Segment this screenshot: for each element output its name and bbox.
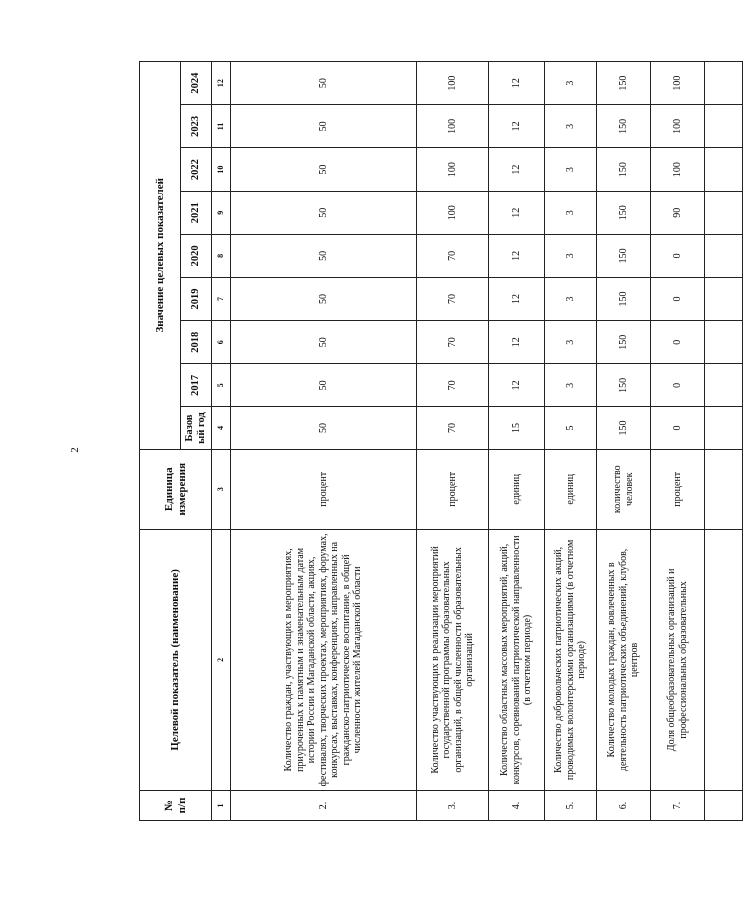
page-number: 2 bbox=[69, 447, 81, 453]
column-number: 8 bbox=[212, 234, 231, 277]
column-number: 10 bbox=[212, 148, 231, 191]
year-value: 3 bbox=[545, 277, 597, 320]
year-value: 12 bbox=[489, 364, 545, 407]
base-year-value: 50 bbox=[231, 407, 417, 449]
year-value: 150 bbox=[597, 321, 651, 364]
row-number: 2. bbox=[231, 790, 417, 820]
header-year: 2023 bbox=[181, 105, 212, 148]
year-value: 150 bbox=[597, 62, 651, 105]
indicator-name: Количество областных массовых мероприятий, акций, конкурсов, соревнований патриотической направленности (в отчетном периоде) bbox=[489, 529, 545, 790]
year-value: 12 bbox=[489, 234, 545, 277]
unit-cell: единиц bbox=[489, 449, 545, 529]
column-number: 3 bbox=[212, 449, 231, 529]
year-value: 12 bbox=[489, 277, 545, 320]
year-value: 12 bbox=[489, 105, 545, 148]
table-row bbox=[597, 62, 651, 821]
year-value bbox=[705, 277, 743, 320]
unit-cell bbox=[705, 449, 743, 529]
year-value: 100 bbox=[417, 191, 489, 234]
year-value: 150 bbox=[597, 234, 651, 277]
year-value bbox=[705, 364, 743, 407]
header-year: 2020 bbox=[181, 234, 212, 277]
year-value: 50 bbox=[231, 148, 417, 191]
year-value: 70 bbox=[417, 277, 489, 320]
year-value bbox=[705, 105, 743, 148]
year-value: 150 bbox=[597, 105, 651, 148]
year-value: 150 bbox=[597, 364, 651, 407]
header-indicator: Целевой показатель (наименование) bbox=[140, 529, 212, 790]
year-value: 3 bbox=[545, 191, 597, 234]
year-value: 50 bbox=[231, 105, 417, 148]
year-value: 50 bbox=[231, 321, 417, 364]
year-value: 12 bbox=[489, 321, 545, 364]
year-value: 70 bbox=[417, 321, 489, 364]
year-value: 150 bbox=[597, 148, 651, 191]
header-year: 2021 bbox=[181, 191, 212, 234]
column-number: 7 bbox=[212, 277, 231, 320]
indicator-name: Количество молодых граждан, вовлеченных в деятельность патриотических объединений, клубов, центров bbox=[597, 529, 651, 790]
year-value: 70 bbox=[417, 364, 489, 407]
indicator-name: Количество добровольческих патриотических акций, проводимых волонтерскими организациями (в отчетном периоде) bbox=[545, 529, 597, 790]
header-year: 2022 bbox=[181, 148, 212, 191]
base-year-value: 15 bbox=[489, 407, 545, 449]
year-value: 100 bbox=[417, 62, 489, 105]
header-unit: Единица измерения bbox=[140, 449, 212, 529]
indicator-name: Доля общеобразовательных организаций и профессиональных образовательных bbox=[651, 529, 705, 790]
unit-cell: процент bbox=[417, 449, 489, 529]
unit-cell: процент bbox=[231, 449, 417, 529]
year-value bbox=[705, 62, 743, 105]
indicator-name bbox=[705, 529, 743, 790]
table-row bbox=[417, 62, 489, 821]
year-value: 100 bbox=[417, 148, 489, 191]
year-value: 3 bbox=[545, 234, 597, 277]
year-value: 150 bbox=[597, 191, 651, 234]
row-number: 5. bbox=[545, 790, 597, 820]
column-number: 12 bbox=[212, 62, 231, 105]
header-target-values: Значение целевых показателей bbox=[140, 62, 181, 450]
base-year-value: 0 bbox=[651, 407, 705, 449]
header-year: 2019 bbox=[181, 277, 212, 320]
year-value: 3 bbox=[545, 321, 597, 364]
year-value: 50 bbox=[231, 191, 417, 234]
table-row bbox=[231, 62, 417, 821]
year-value: 100 bbox=[651, 62, 705, 105]
header-no: № п/п bbox=[140, 790, 212, 820]
year-value: 50 bbox=[231, 62, 417, 105]
year-value: 90 bbox=[651, 191, 705, 234]
year-value: 0 bbox=[651, 321, 705, 364]
column-number: 1 bbox=[212, 790, 231, 820]
base-year-value: 150 bbox=[597, 407, 651, 449]
year-value: 0 bbox=[651, 364, 705, 407]
base-year-value bbox=[705, 407, 743, 449]
column-number: 5 bbox=[212, 364, 231, 407]
year-value: 150 bbox=[597, 277, 651, 320]
row-number: 7. bbox=[651, 790, 705, 820]
year-value: 0 bbox=[651, 234, 705, 277]
year-value: 12 bbox=[489, 148, 545, 191]
column-number: 11 bbox=[212, 105, 231, 148]
base-year-value: 5 bbox=[545, 407, 597, 449]
header-year: 2024 bbox=[181, 62, 212, 105]
column-numbers-row bbox=[212, 62, 231, 821]
table-row bbox=[651, 62, 705, 821]
year-value: 50 bbox=[231, 364, 417, 407]
year-value: 3 bbox=[545, 148, 597, 191]
base-year-value: 70 bbox=[417, 407, 489, 449]
year-value bbox=[705, 234, 743, 277]
year-value: 12 bbox=[489, 62, 545, 105]
year-value: 3 bbox=[545, 62, 597, 105]
table-row bbox=[545, 62, 597, 821]
year-value bbox=[705, 191, 743, 234]
unit-cell: единиц bbox=[545, 449, 597, 529]
header-year: 2017 bbox=[181, 364, 212, 407]
target-indicators-table bbox=[139, 61, 743, 821]
table-row bbox=[705, 62, 743, 821]
table-row bbox=[489, 62, 545, 821]
year-value: 100 bbox=[651, 105, 705, 148]
row-number bbox=[705, 790, 743, 820]
column-number: 9 bbox=[212, 191, 231, 234]
row-number: 4. bbox=[489, 790, 545, 820]
year-value bbox=[705, 321, 743, 364]
column-number: 6 bbox=[212, 321, 231, 364]
row-number: 6. bbox=[597, 790, 651, 820]
year-value: 70 bbox=[417, 234, 489, 277]
year-value: 100 bbox=[651, 148, 705, 191]
year-value: 50 bbox=[231, 277, 417, 320]
header-year: 2018 bbox=[181, 321, 212, 364]
header-base-year: Базов ый год bbox=[181, 407, 212, 449]
row-number: 3. bbox=[417, 790, 489, 820]
column-number: 4 bbox=[212, 407, 231, 449]
indicator-name: Количество участвующих в реализации мероприятий государственной программы образовательных организаций, в общей численности образовательных организаций bbox=[417, 529, 489, 790]
unit-cell: процент bbox=[651, 449, 705, 529]
year-value: 3 bbox=[545, 105, 597, 148]
indicator-name: Количество граждан, участвующих в мероприятиях, приуроченных к памятным и знаменательным датам истории России и Магаданской области, акциях, фестивалях, творческих проектах, мероприятиях, форумах, конкурсах, выставках, конференциях, направленных на гражданско-патриотическое воспитание, в общей численности жителей Магаданской области bbox=[231, 529, 417, 790]
year-value: 100 bbox=[417, 105, 489, 148]
year-value: 50 bbox=[231, 234, 417, 277]
column-number: 2 bbox=[212, 529, 231, 790]
unit-cell: количество человек bbox=[597, 449, 651, 529]
year-value: 12 bbox=[489, 191, 545, 234]
year-value: 0 bbox=[651, 277, 705, 320]
year-value: 3 bbox=[545, 364, 597, 407]
year-value bbox=[705, 148, 743, 191]
